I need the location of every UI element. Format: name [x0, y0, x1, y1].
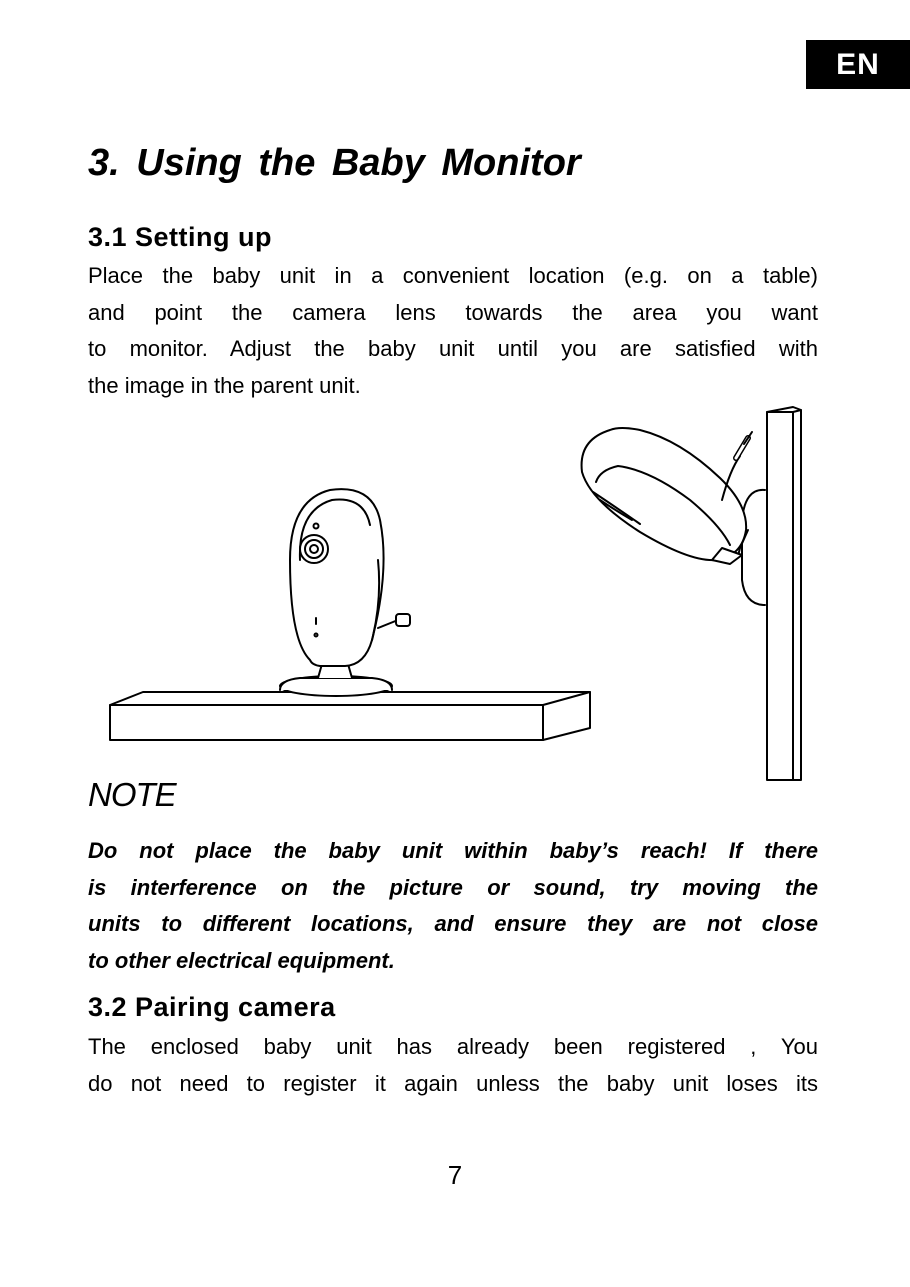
section-heading-setting-up: 3.1 Setting up [88, 222, 273, 252]
setting-up-paragraph [88, 258, 818, 404]
note-line: to other electrical equipment. [88, 947, 395, 973]
table-camera-drawing [280, 489, 410, 696]
language-tab-label: EN [836, 47, 880, 81]
paragraph-line: the image in the parent unit. [88, 372, 361, 398]
note-line: units to different locations, and ensure they are not close [88, 911, 818, 937]
paragraph-line: Place the baby unit in a convenient location (e.g. on a table) [88, 263, 818, 288]
note-line: is interference on the picture or sound, try moving the [88, 874, 818, 900]
paragraph-line: to monitor. Adjust the baby unit until you are satisfied with [88, 336, 818, 362]
pairing-paragraph [88, 1029, 818, 1102]
paragraph-line: The enclosed baby unit has already been registered , You [88, 1034, 818, 1059]
shelf-drawing [110, 692, 590, 740]
wall-camera-drawing [582, 428, 765, 605]
note-heading: NOTE [88, 776, 176, 813]
camera-placement-illustration [0, 400, 910, 790]
page-number: 7 [447, 1160, 463, 1190]
page-title: 3. Using the Baby Monitor [88, 142, 581, 184]
language-tab [806, 40, 910, 89]
section-heading-pairing-camera: 3.2 Pairing camera [88, 992, 336, 1022]
wall-drawing [767, 407, 801, 780]
note-paragraph [88, 833, 818, 979]
paragraph-line: and point the camera lens towards the area you want [88, 299, 818, 325]
note-line: Do not place the baby unit within baby’s reach! If there [88, 838, 818, 863]
paragraph-line: do not need to register it again unless the baby unit loses its [88, 1070, 818, 1096]
